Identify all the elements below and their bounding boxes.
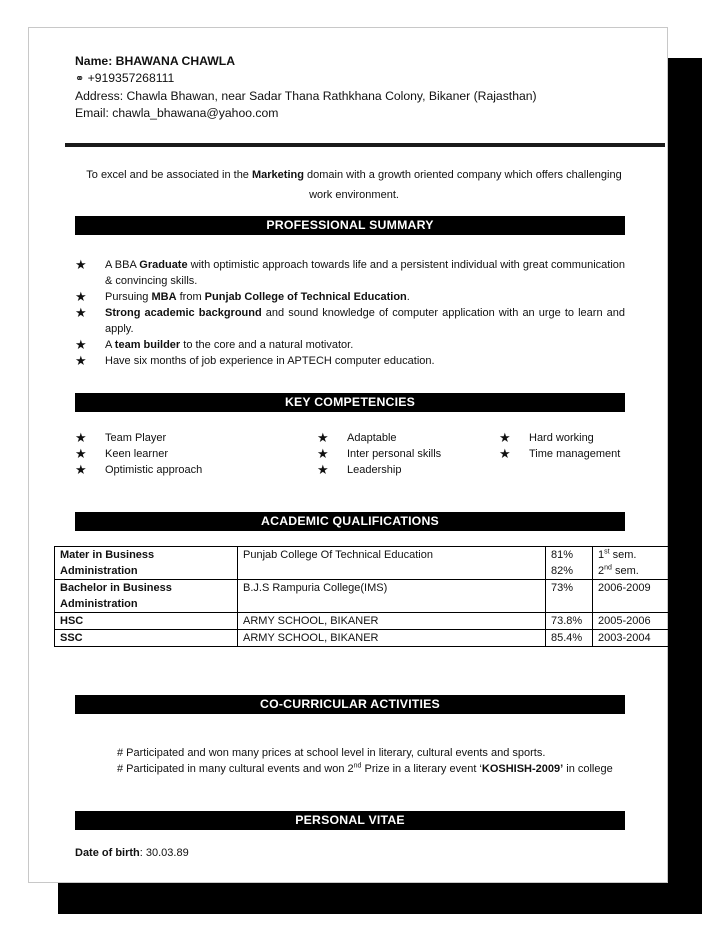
- list-item: ★ Adaptable: [317, 430, 397, 445]
- co-curricular-heading: CO-CURRICULAR ACTIVITIES: [75, 695, 625, 714]
- list-item: ★ A BBA Graduate with optimistic approach towards life and a persistent individual with great communication & convincing skills.: [75, 257, 625, 287]
- career-objective: To excel and be associated in the Marketing domain with a growth oriented company which offers challenging work environment.: [86, 169, 622, 201]
- degree-cell: Bachelor in Business Administration: [55, 580, 238, 613]
- table-row: [55, 613, 672, 630]
- list-item: ★ Leadership: [317, 462, 402, 477]
- email-line: Email: chawla_bhawana@yahoo.com: [75, 106, 279, 120]
- percentage-cell: 73%: [546, 580, 593, 613]
- star-bullet-icon: ★: [75, 289, 87, 304]
- degree-cell: SSC: [55, 630, 238, 647]
- table-row: [55, 580, 672, 613]
- academic-qualifications-heading: ACADEMIC QUALIFICATIONS: [75, 512, 625, 531]
- list-item: ★ Have six months of job experience in APTECH computer education.: [75, 353, 435, 368]
- list-item: ★ Hard working: [499, 430, 594, 445]
- institution-cell: Punjab College Of Technical Education: [238, 547, 546, 580]
- institution-cell: B.J.S Rampuria College(IMS): [238, 580, 546, 613]
- key-competencies-heading: KEY COMPETENCIES: [75, 393, 625, 412]
- list-item: ★ Strong academic background and sound knowledge of computer application with an urge to learn and apply.: [75, 305, 625, 335]
- list-item: ★ Time management: [499, 446, 621, 461]
- star-bullet-icon: ★: [499, 446, 511, 461]
- candidate-name: BHAWANA CHAWLA: [115, 54, 236, 68]
- star-bullet-icon: ★: [75, 353, 87, 368]
- date-of-birth: Date of birth: 30.03.89: [75, 847, 189, 859]
- competencies-column-2: [317, 430, 441, 478]
- star-bullet-icon: ★: [75, 305, 87, 320]
- star-bullet-icon: ★: [317, 446, 329, 461]
- phone-number: +919357268111: [87, 71, 175, 85]
- star-bullet-icon: ★: [75, 446, 87, 461]
- phone-line: [75, 70, 537, 88]
- institution-cell: ARMY SCHOOL, BIKANER: [238, 613, 546, 630]
- competencies-column-3: [499, 430, 620, 462]
- star-bullet-icon: ★: [317, 430, 329, 445]
- star-bullet-icon: ★: [75, 257, 87, 272]
- academic-table: [54, 546, 672, 647]
- table-row: [55, 630, 672, 647]
- percentage-cell: 73.8%: [546, 613, 593, 630]
- name-line: Name: BHAWANA CHAWLA: [75, 54, 236, 68]
- star-bullet-icon: ★: [75, 430, 87, 445]
- address-line: Address: Chawla Bhawan, near Sadar Thana Rathkhana Colony, Bikaner (Rajasthan): [75, 89, 537, 103]
- list-item: ★ Team Player: [75, 430, 167, 445]
- personal-vitae-heading: PERSONAL VITAE: [75, 811, 625, 830]
- institution-cell: ARMY SCHOOL, BIKANER: [238, 630, 546, 647]
- professional-summary-heading: PROFESSIONAL SUMMARY: [75, 216, 625, 235]
- star-bullet-icon: ★: [317, 462, 329, 477]
- year-cell: 1st sem. 2nd sem.: [593, 547, 672, 580]
- star-bullet-icon: ★: [75, 462, 87, 477]
- percentage-cell: 81% 82%: [546, 547, 593, 580]
- professional-summary-list: [75, 257, 625, 369]
- star-bullet-icon: ★: [75, 337, 87, 352]
- phone-icon: ⚭: [75, 73, 85, 85]
- contact-header: [75, 53, 537, 122]
- degree-cell: Mater in Business Administration: [55, 547, 238, 580]
- header-divider: [65, 143, 665, 147]
- year-cell: 2005-2006: [593, 613, 672, 630]
- list-item: ★ Optimistic approach: [75, 462, 203, 477]
- degree-cell: HSC: [55, 613, 238, 630]
- list-item: # Participated and won many prices at school level in literary, cultural events and sports.: [117, 747, 546, 759]
- list-item: # Participated in many cultural events and won 2nd Prize in a literary event ‘KOSHISH-2009’ in college: [117, 762, 613, 775]
- year-cell: 2003-2004: [593, 630, 672, 647]
- list-item: ★ Inter personal skills: [317, 446, 442, 461]
- resume-page: [28, 27, 668, 883]
- competencies-column-1: [75, 430, 202, 478]
- list-item: ★ A team builder to the core and a natural motivator.: [75, 337, 354, 352]
- table-row: [55, 547, 672, 580]
- percentage-cell: 85.4%: [546, 630, 593, 647]
- co-curricular-list: [117, 745, 624, 777]
- year-cell: 2006-2009: [593, 580, 672, 613]
- star-bullet-icon: ★: [499, 430, 511, 445]
- list-item: ★ Pursuing MBA from Punjab College of Technical Education.: [75, 289, 410, 304]
- list-item: ★ Keen learner: [75, 446, 168, 461]
